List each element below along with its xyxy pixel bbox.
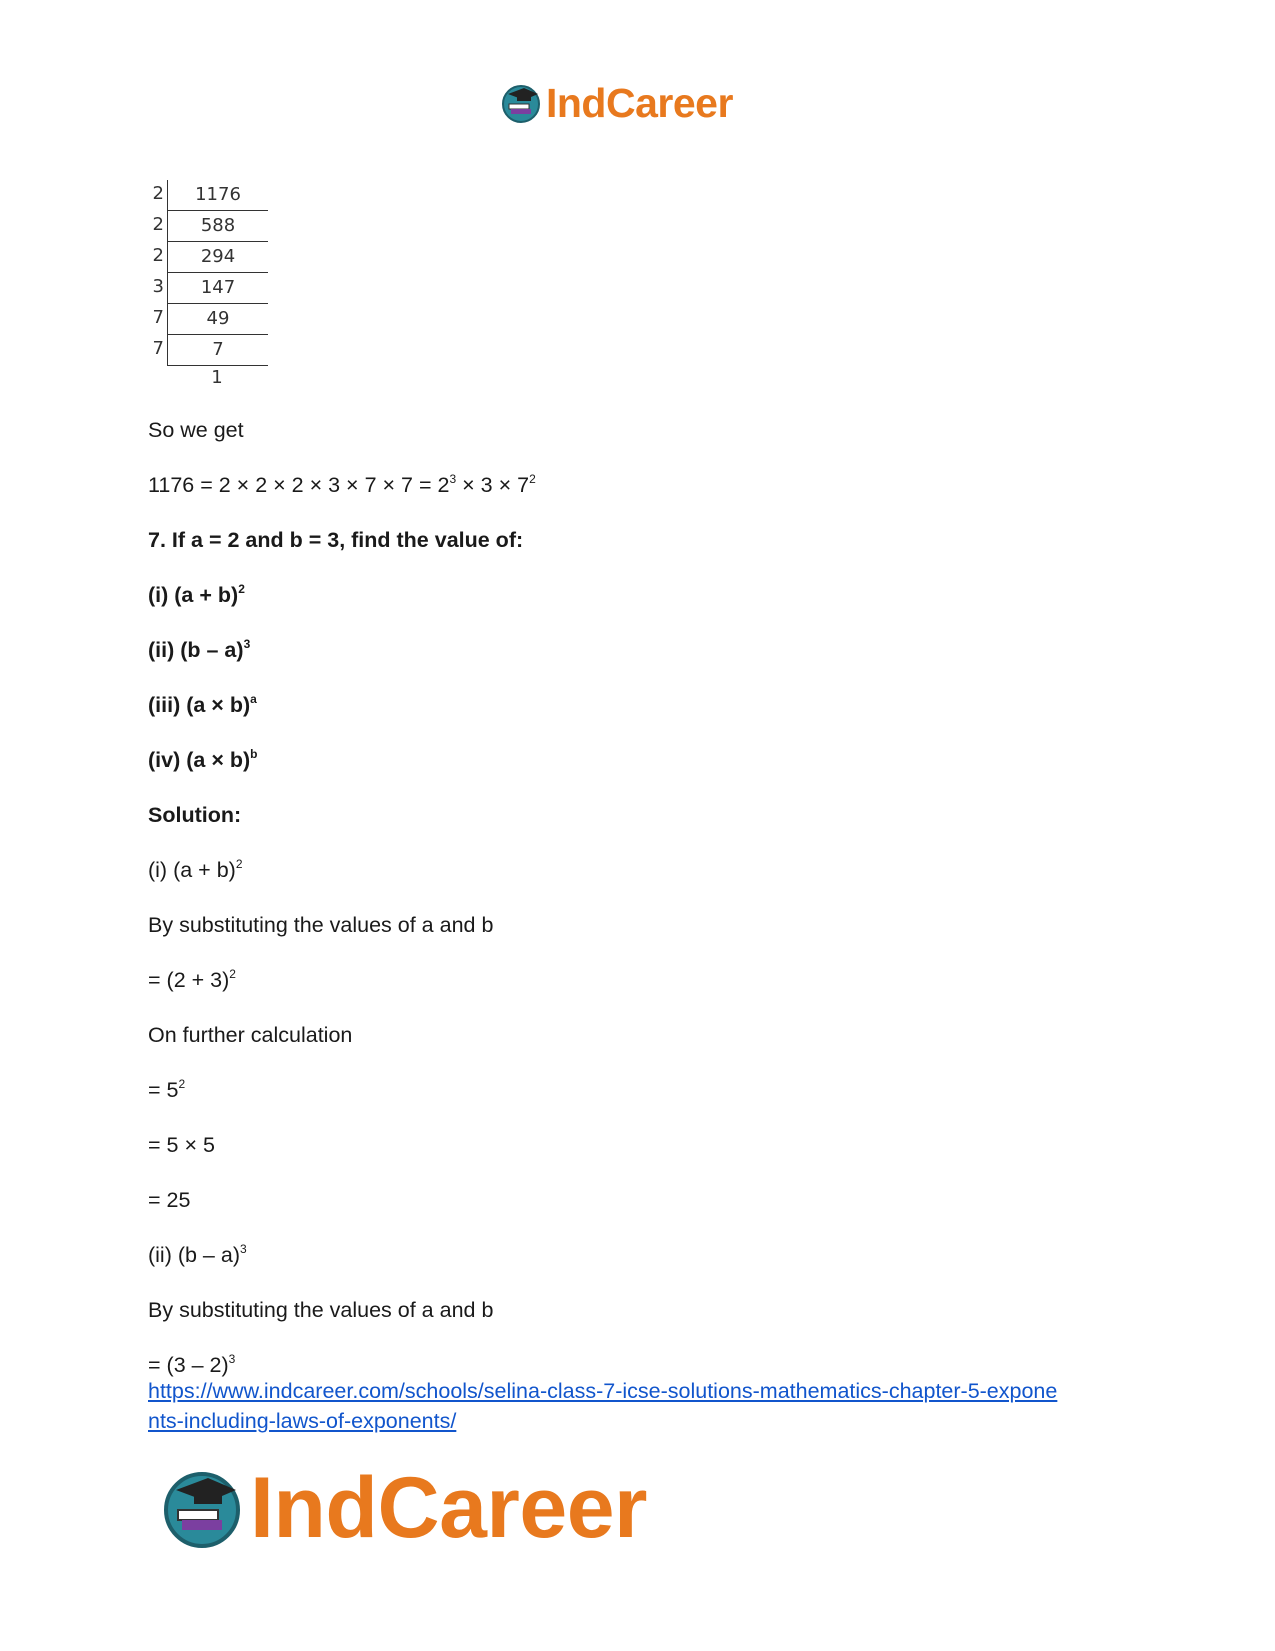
exponent: 3 — [449, 472, 457, 486]
dividend: 1176 — [167, 180, 268, 211]
question-part — [148, 638, 1148, 693]
exponent: 2 — [178, 1077, 186, 1091]
solution-step — [148, 1078, 1148, 1133]
exponent: 2 — [235, 857, 243, 871]
question-part-base: (i) (a + b) — [148, 583, 239, 607]
solution-step — [148, 1243, 1148, 1298]
step-base: (ii) (b – a) — [148, 1243, 240, 1267]
solution-step: On further calculation — [148, 1023, 353, 1047]
exponent: b — [250, 747, 258, 761]
question-part — [148, 748, 1148, 803]
equation-part: × 3 × 7 — [456, 473, 530, 497]
divisor: 2 — [152, 183, 164, 204]
solution-step: = 25 — [148, 1188, 191, 1212]
exponent: 3 — [243, 637, 251, 651]
step-base: = (3 – 2) — [148, 1353, 229, 1377]
footer-logo — [160, 1458, 647, 1558]
header-logo — [500, 78, 733, 128]
text-line: So we get — [148, 418, 244, 442]
dividend: 588 — [167, 211, 268, 242]
step-base: (i) (a + b) — [148, 858, 236, 882]
divisor: 7 — [152, 338, 164, 359]
solution-step: By substituting the values of a and b — [148, 1298, 494, 1322]
solution-step: By substituting the values of a and b — [148, 913, 494, 937]
exponent: 3 — [239, 1242, 247, 1256]
dividend: 147 — [167, 273, 268, 304]
solution-step — [148, 968, 1148, 1023]
exponent: a — [250, 692, 257, 706]
question-part-base: (iii) (a × b) — [148, 693, 251, 717]
globe-graduation-cap-icon — [500, 82, 542, 124]
question-part-base: (ii) (b – a) — [148, 638, 244, 662]
dividend: 7 — [167, 335, 268, 366]
dividend: 294 — [167, 242, 268, 273]
dividend: 49 — [167, 304, 268, 335]
solution-step — [148, 858, 1148, 913]
equation-line — [148, 473, 1148, 528]
source-link-line[interactable]: nts-including-laws-of-exponents/ — [148, 1409, 457, 1433]
divisor: 2 — [152, 245, 164, 266]
document-body — [148, 418, 1148, 1408]
question-part — [148, 693, 1148, 748]
source-link[interactable] — [148, 1376, 1148, 1436]
final-quotient: 1 — [211, 367, 223, 388]
step-base: = (2 + 3) — [148, 968, 230, 992]
globe-graduation-cap-icon — [160, 1466, 244, 1550]
step-base: = 5 — [148, 1078, 179, 1102]
divisor: 3 — [152, 276, 164, 297]
exponent: 2 — [229, 967, 236, 981]
exponent: 2 — [238, 582, 245, 596]
logo-wordmark: IndCareer — [546, 80, 733, 126]
divisor: 7 — [152, 307, 164, 328]
solution-step: = 5 × 5 — [148, 1133, 215, 1157]
divisor: 2 — [152, 214, 164, 235]
exponent: 3 — [228, 1352, 236, 1366]
source-link-line[interactable]: https://www.indcareer.com/schools/selina-class-7-icse-solutions-mathematics-chapter-5-expone — [148, 1379, 1058, 1403]
logo-wordmark: IndCareer — [250, 1460, 647, 1556]
question-part — [148, 583, 1148, 638]
equation-part: 1176 = 2 × 2 × 2 × 3 × 7 × 7 = 2 — [148, 473, 450, 497]
question-heading: 7. If a = 2 and b = 3, find the value of: — [148, 528, 524, 552]
question-part-base: (iv) (a × b) — [148, 748, 251, 772]
exponent: 2 — [529, 472, 536, 486]
solution-heading: Solution: — [148, 803, 242, 827]
